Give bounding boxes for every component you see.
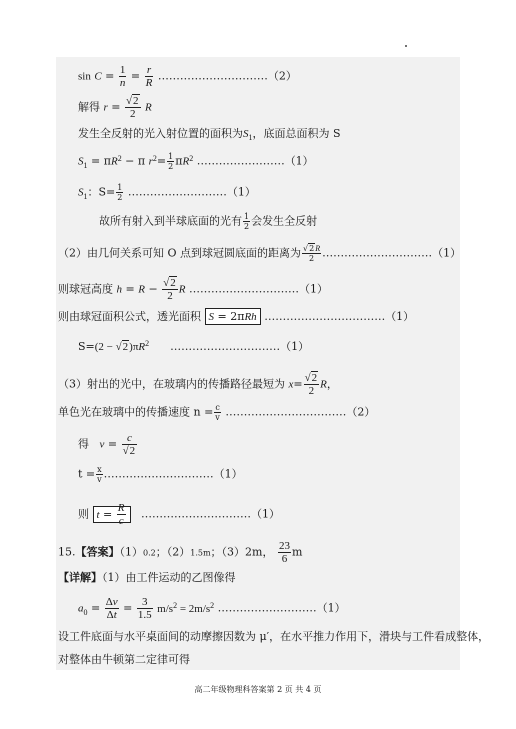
eq-cap-height: 则球冠高度 h = R − $\frac{√2}{2}$ R …………………………（1） [58, 277, 328, 302]
text-conclusion-fraction: 故所有射入到半球底面的光有 $\frac{1}{2}$ 会发生全反射 [99, 212, 318, 231]
eq-solve-r: 解得 r = $\frac{√2}{2}$ R [78, 95, 152, 120]
eq-S1: $S_1 = \pi R^2 - \pi$ $r^2=$ $\frac{1}{2}$ $\pi R^2$ ……………………（1） [78, 152, 314, 171]
eq-t-result: 则 t = $\frac{R}{c}$ …………………………（1） [78, 502, 281, 527]
eq-t: t = $\frac{x}{v}$ …………………………（1） [78, 465, 243, 484]
text-newton-law: 对整体由牛顿第二定律可得 [58, 653, 190, 666]
eq-sinC: sin C = $\frac{1}{n}$ = $\frac{r}{R}$ …………………………（2） [78, 64, 297, 89]
eq-ratio: $S_1$：S= $\frac{1}{2}$ ………………………（1） [78, 183, 256, 202]
text-part2-distance: （2）由几何关系可知 O 点到球冠圆底面的距离为 $\frac{√2R}{2}$ …………………………（1） [58, 244, 462, 263]
text-cap-area: 则由球冠面积公式，透光面积 S = 2πRh ……………………………（1） [58, 310, 415, 323]
eq-v: 得 v = $\frac{c}{√2}$ [78, 432, 136, 457]
text-part3-path: （3）射出的光中，在玻璃内的传播路径最短为 x= $\frac{√2}{2}$ R， [58, 372, 338, 397]
detail-heading: 【详解】（1）由工件运动的乙图像得 [58, 571, 236, 584]
text-total-reflection-area: 发生全反射的光入射位置的面积为$S_1$，底面总面积为 S [78, 127, 341, 142]
q15-answer: 15.【答案】（1）0.2；（2）1.5m；（3）2m， $\frac{23}{6}$ m [58, 540, 303, 565]
text-friction-setup: 设工件底面与水平桌面间的动摩擦因数为 μ′，在水平推力作用下，滑块与工件看成整体， [58, 630, 490, 643]
corner-mark [405, 45, 407, 47]
eq-area-result: $S=(2 - √2)\pi R^2$ …………………………（1） [78, 339, 310, 353]
eq-acceleration: $a_0$ = $\frac{\Delta v}{\Delta t}$ = $\frac{3}{1.5}$ $m/s^2 = 2m/s^2$ ………………………（1） [78, 596, 346, 621]
page-footer: 高二年级物理科答案第 2 页 共 4 页 [194, 685, 322, 694]
text-speed: 单色光在玻璃中的传播速度 n = $\frac{c}{v}$ ……………………………（2） [58, 403, 376, 422]
